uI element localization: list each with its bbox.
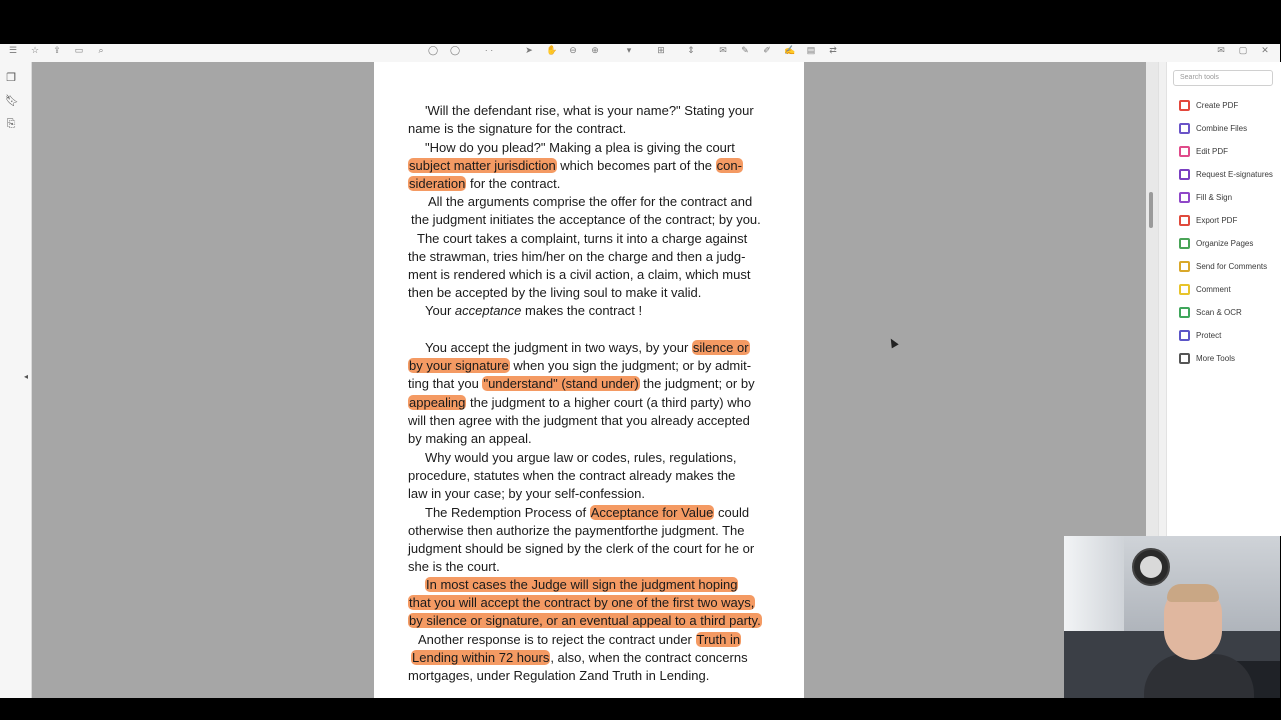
- edit-pdf-icon: [1179, 146, 1190, 157]
- highlighted-text[interactable]: subject matter jurisdiction: [409, 158, 556, 173]
- text-run: Another response is to reject the contract under: [418, 632, 696, 647]
- highlight-icon[interactable]: ✎: [741, 45, 749, 55]
- highlighted-text[interactable]: Lending within 72 hours: [412, 650, 550, 665]
- text-line: [408, 175, 560, 192]
- text-line: [425, 449, 736, 466]
- text-run: then be accepted by the living soul to make it valid.: [408, 285, 702, 300]
- text-run: she is the court.: [408, 559, 500, 574]
- scroll-thumb[interactable]: [1149, 192, 1153, 228]
- text-line: [408, 266, 750, 283]
- tool-send-for-comments[interactable]: [1179, 259, 1267, 273]
- more-tools-icon: [1179, 353, 1190, 364]
- text-run: "How do you plead?" Making a plea is giving the court: [425, 140, 735, 155]
- send-comments-icon: [1179, 261, 1190, 272]
- mail-icon[interactable]: ✉: [1217, 45, 1225, 55]
- tool-label: Scan & OCR: [1196, 307, 1242, 317]
- text-line: [425, 302, 642, 319]
- zoom-in-icon[interactable]: ⊕: [591, 45, 599, 55]
- text-line: [408, 612, 762, 629]
- highlighted-text[interactable]: Truth in: [696, 632, 741, 647]
- text-line: [411, 649, 748, 666]
- text-line: [408, 430, 532, 447]
- text-line: [425, 339, 750, 356]
- highlighted-text[interactable]: appealing: [409, 395, 466, 410]
- tool-label: Create PDF: [1196, 100, 1239, 110]
- print-icon[interactable]: ▭: [74, 45, 84, 55]
- tool-label: Fill & Sign: [1196, 192, 1233, 202]
- text-line: [408, 522, 745, 539]
- text-run: for the contract.: [466, 176, 561, 191]
- highlighted-text[interactable]: that you will accept the contract by one of the first two ways,: [409, 595, 755, 610]
- tool-protect[interactable]: [1179, 328, 1221, 342]
- text-line: [425, 139, 735, 156]
- text-run: Your: [425, 303, 455, 318]
- text-line: [425, 504, 749, 521]
- text-line: [408, 120, 626, 137]
- highlighted-text[interactable]: silence or: [692, 340, 749, 355]
- text-run: All the arguments comprise the offer for the contract and: [428, 194, 753, 209]
- text-line: [408, 485, 645, 502]
- window-icon[interactable]: ▢: [1238, 45, 1248, 55]
- text-line: [408, 540, 754, 557]
- scroll-icon[interactable]: ⇕: [687, 45, 695, 55]
- tool-label: Edit PDF: [1196, 146, 1229, 156]
- text-line: [408, 667, 709, 684]
- request-esignatures-icon: [1179, 169, 1190, 180]
- organize-pages-icon: [1179, 238, 1190, 249]
- tool-label: More Tools: [1196, 353, 1235, 363]
- text-run: by making an appeal.: [408, 431, 532, 446]
- tool-fill-sign[interactable]: [1179, 190, 1232, 204]
- person-hair: [1167, 584, 1219, 602]
- attachment-icon[interactable]: ⎘: [6, 118, 16, 130]
- up-icon[interactable]: ◯: [428, 45, 439, 55]
- page-indicator[interactable]: · ·: [484, 45, 494, 55]
- search-icon[interactable]: ⌕: [98, 45, 104, 55]
- text-line: [408, 375, 755, 392]
- fill-sign-icon: [1179, 192, 1190, 203]
- text-line: [408, 394, 751, 411]
- highlighted-text[interactable]: con-: [716, 158, 742, 173]
- comment-icon: [1179, 284, 1190, 295]
- highlighted-text[interactable]: Acceptance for Value: [590, 505, 714, 520]
- combine-files-icon: [1179, 123, 1190, 134]
- text-run: ment is rendered which is a civil action, a claim, which must: [408, 267, 751, 282]
- tool-create-pdf[interactable]: [1179, 98, 1238, 112]
- text-run: the judgment initiates the acceptance of the contract; by you.: [411, 212, 761, 227]
- text-line: [408, 284, 701, 301]
- highlighted-text[interactable]: sideration: [409, 176, 466, 191]
- close-icon[interactable]: ✕: [1261, 45, 1269, 55]
- tool-label: Send for Comments: [1196, 261, 1268, 271]
- highlighted-text[interactable]: by silence or signature, or an eventual appeal to a third party.: [409, 613, 761, 628]
- text-run: You accept the judgment in two ways, by your: [425, 340, 692, 355]
- webcam-overlay: [1064, 536, 1280, 698]
- menu-icon[interactable]: ☰: [8, 45, 18, 55]
- text-run: when you sign the judgment; or by admit-: [509, 358, 752, 373]
- protect-icon: [1179, 330, 1190, 341]
- text-run: which becomes part of the: [556, 158, 716, 173]
- export-pdf-icon: [1179, 215, 1190, 226]
- highlighted-text[interactable]: by your signature: [409, 358, 509, 373]
- text-run: could: [714, 505, 750, 520]
- sign-icon[interactable]: ✍: [784, 45, 796, 55]
- webcam-window: [1064, 536, 1124, 646]
- tool-label: Organize Pages: [1196, 238, 1254, 248]
- main-toolbar: [0, 44, 1280, 63]
- tool-more-tools[interactable]: [1179, 351, 1235, 365]
- text-line: [425, 576, 738, 593]
- text-run: name is the signature for the contract.: [408, 121, 627, 136]
- fit-icon[interactable]: ⊞: [657, 45, 665, 55]
- star-icon[interactable]: ☆: [30, 45, 40, 55]
- tool-request-e-signatures[interactable]: [1179, 167, 1273, 181]
- document-viewport[interactable]: [24, 62, 1146, 698]
- text-run: otherwise then authorize the paymentforthe judgment. The: [408, 523, 745, 538]
- text-line: [408, 157, 743, 174]
- tool-combine-files[interactable]: [1179, 121, 1247, 135]
- tools-panel-strip: [1159, 62, 1167, 536]
- text-line: [411, 211, 761, 228]
- text-run: the strawman, tries him/her on the charge and then a judg-: [408, 249, 746, 264]
- select-icon[interactable]: ➤: [525, 45, 533, 55]
- tool-label: Request E-signatures: [1196, 169, 1273, 179]
- tool-export-pdf[interactable]: [1179, 213, 1237, 227]
- zoom-out-icon[interactable]: ⊖: [569, 45, 577, 55]
- search-tools-input[interactable]: Search tools: [1173, 70, 1273, 86]
- text-line: [408, 558, 500, 575]
- hand-icon[interactable]: ✋: [546, 45, 558, 55]
- text-line: [408, 357, 751, 374]
- text-line: [408, 412, 750, 429]
- draw-icon[interactable]: ✐: [763, 45, 771, 55]
- tool-comment[interactable]: [1179, 282, 1231, 296]
- text-line: [408, 594, 755, 611]
- text-run: procedure, statutes when the contract already makes the: [408, 468, 736, 483]
- wall-clock: [1132, 548, 1170, 586]
- pdf-page[interactable]: [374, 62, 804, 698]
- text-line: [417, 230, 747, 247]
- text-line: [428, 193, 752, 210]
- text-run: , also, when the contract concerns: [550, 650, 748, 665]
- text-line: [418, 631, 741, 648]
- tool-organize-pages[interactable]: [1179, 236, 1253, 250]
- comment-icon[interactable]: ✉: [719, 45, 727, 55]
- text-run: ting that you: [408, 376, 483, 391]
- text-run: The court takes a complaint, turns it into a charge against: [417, 231, 748, 246]
- text-run: law in your case; by your self-confession.: [408, 486, 645, 501]
- text-run: will then agree with the judgment that you already accepted: [408, 413, 750, 428]
- down-icon[interactable]: ◯: [450, 45, 461, 55]
- zoom-level[interactable]: ▾: [626, 45, 632, 55]
- text-run: The Redemption Process of: [425, 505, 590, 520]
- create-pdf-icon: [1179, 100, 1190, 111]
- highlighted-text[interactable]: In most cases the Judge will sign the judgment hoping: [426, 577, 738, 592]
- text-run: 'Will the defendant rise, what is your name?" Stating your: [425, 103, 754, 118]
- text-run: the judgment to a higher court (a third party) who: [466, 395, 752, 410]
- share-icon[interactable]: ⇄: [829, 45, 837, 55]
- text-line: [425, 102, 754, 119]
- text-line: [408, 248, 745, 265]
- tool-label: Export PDF: [1196, 215, 1238, 225]
- letterbox-bottom: [0, 698, 1280, 720]
- text-run: mortgages, under Regulation Zand Truth in Lending.: [408, 668, 710, 683]
- text-run: makes the contract !: [521, 303, 643, 318]
- text-line: [408, 467, 735, 484]
- clock-face: [1140, 556, 1162, 578]
- tool-scan-ocr[interactable]: [1179, 305, 1242, 319]
- scan-ocr-icon: [1179, 307, 1190, 318]
- tool-label: Comment: [1196, 284, 1231, 294]
- letterbox-top: [0, 0, 1280, 44]
- tools-panel: [1158, 62, 1281, 536]
- highlighted-text[interactable]: "understand" (stand under): [483, 376, 639, 391]
- bookmark-icon[interactable]: 🔖︎: [5, 95, 19, 107]
- pages-icon[interactable]: ❐: [6, 72, 16, 84]
- more-icon[interactable]: ▤: [806, 45, 816, 55]
- tool-label: Combine Files: [1196, 123, 1248, 133]
- upload-icon[interactable]: ⇪: [53, 45, 61, 55]
- collapse-left-icon[interactable]: ◂: [24, 372, 29, 381]
- text-run: Why would you argue law or codes, rules, regulations,: [425, 450, 737, 465]
- text-run: the judgment; or by: [639, 376, 755, 391]
- tool-edit-pdf[interactable]: [1179, 144, 1228, 158]
- text-run: acceptance: [454, 303, 522, 318]
- tool-label: Protect: [1196, 330, 1222, 340]
- text-run: judgment should be signed by the clerk of the court for he or: [408, 541, 755, 556]
